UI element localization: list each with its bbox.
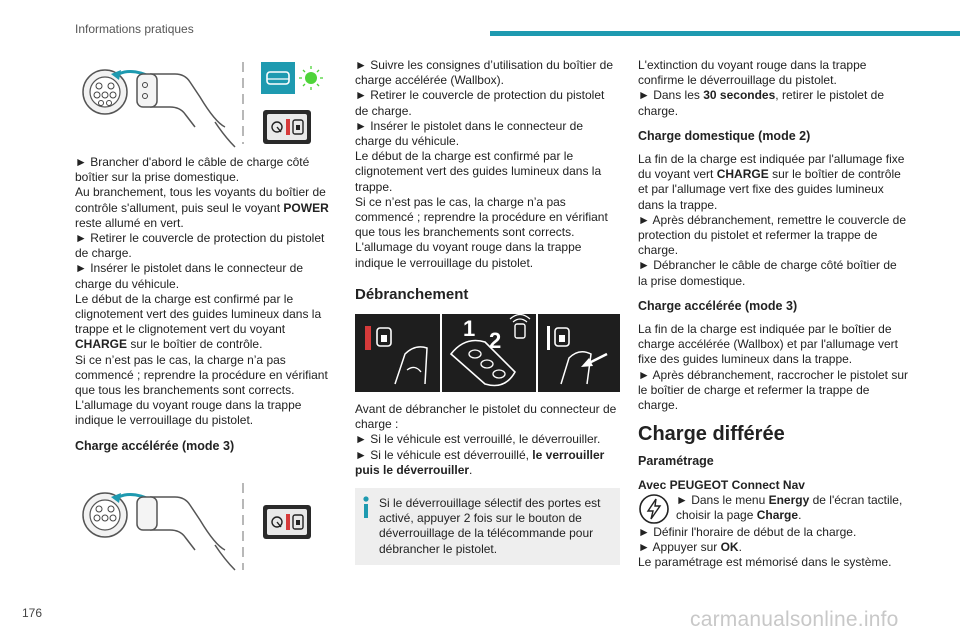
heading-mode3-end: Charge accélérée (mode 3): [638, 298, 798, 313]
heading-mode2: Charge domestique (mode 2): [638, 128, 811, 143]
paragraph-end-mode3: La fin de la charge est indiquée par le boîtier de charge accélérée (Wallbox) et par l'allumage vert fixe des guides lumineux dans la trappe.: [638, 322, 898, 367]
text-span: ► Dans les: [638, 88, 704, 103]
column-left: [75, 155, 335, 462]
charge-label: CHARGE: [75, 337, 128, 352]
running-header: Informations pratiques: [75, 22, 194, 36]
column-middle: [355, 58, 620, 565]
text-span: reste allumé en vert.: [75, 215, 184, 230]
paragraph-not-started: Si ce n’est pas le cas, la charge n’a pas commencé ; reprendre la procédure en vérifiant que tous les branchements sont corrects.: [75, 352, 328, 398]
lock-control-panel: [263, 110, 311, 144]
text-span: de l'écran tactile, choisir la page: [676, 492, 903, 523]
instruction-energy-menu: [676, 493, 908, 525]
column-right: [638, 58, 908, 570]
instruction-30s: [638, 88, 908, 118]
heading-debranchement: Débranchement: [355, 285, 469, 303]
step-number-2: 2: [489, 328, 502, 354]
paragraph-charge-start: [75, 292, 335, 353]
charge-plug-illustration: [83, 493, 235, 570]
instruction-2: ► Retirer le couvercle de protection du pistolet de charge.: [75, 231, 325, 261]
figure-plug-mode3: [75, 475, 340, 575]
figure-plug-power: [75, 52, 340, 152]
instruction-cover: ► Retirer le couvercle de protection du pistolet de charge.: [355, 88, 605, 118]
text-span: ► Dans le menu: [676, 492, 769, 507]
figure-unplug-steps: [355, 314, 620, 392]
paragraph-red-off: L'extinction du voyant rouge dans la trappe confirme le déverrouillage du pistolet.: [638, 58, 867, 88]
paragraph-saved: Le paramétrage est mémorisé dans le système.: [638, 555, 892, 570]
text-span: .: [738, 540, 742, 555]
instruction-3: ► Insérer le pistolet dans le connecteur de charge du véhicule.: [75, 261, 304, 291]
header-accent-bar: [490, 31, 960, 36]
ok-label: OK: [720, 540, 739, 555]
charge-label: CHARGE: [716, 167, 769, 182]
note-text: Si le déverrouillage sélectif des portes est activé, appuyer 2 fois sur le bouton de déverrouillage de la télécommande pour débrancher le pistolet.: [379, 496, 601, 556]
watermark: carmanualsonline.info: [690, 608, 899, 631]
heading-parametrage: Paramétrage: [638, 454, 714, 469]
paragraph-not-started: Si ce n’est pas le cas, la charge n’a pas commencé ; reprendre la procédure en vérifiant que tous les branchements sont corrects.: [355, 194, 608, 240]
power-label: POWER: [283, 200, 329, 215]
lock-control-panel: [263, 505, 311, 539]
instruction-replace-cover: ► Après débranchement, remettre le couvercle de protection du pistolet et refermer la trappe de charge.: [638, 212, 907, 258]
text-span: Le début de la charge est confirmé par le clignotement vert des guides lumineux dans la trappe et le clignotement vert du voyant: [75, 291, 322, 337]
energy-label: Energy: [768, 492, 810, 507]
lock-unlock-emphasis: le verrouiller puis le déverrouiller: [355, 447, 605, 477]
text-span: ► Si le véhicule est déverrouillé,: [355, 447, 533, 462]
instruction-press-ok: [638, 540, 908, 555]
text-span: .: [469, 462, 473, 477]
text-span: La fin de la charge est indiquée par l'allumage fixe du voyant vert: [638, 152, 905, 182]
page-number: 176: [22, 606, 43, 620]
paragraph-before-unplug: Avant de débrancher le pistolet du connecteur de charge :: [355, 402, 617, 432]
paragraph-end-mode2: [638, 152, 908, 213]
text-span: sur le boîtier de contrôle.: [127, 337, 263, 352]
info-note: [355, 488, 620, 565]
info-icon: [363, 496, 369, 518]
instruction-insert: ► Insérer le pistolet dans le connecteur de charge du véhicule.: [355, 118, 584, 149]
instruction-unlock: ► Si le véhicule est verrouillé, le déverrouiller.: [355, 432, 601, 447]
charge-page-label: Charge: [756, 508, 799, 523]
nav-instruction-row: [638, 493, 908, 525]
step-number-1: 1: [463, 316, 476, 342]
instruction-unplug-box: ► Débrancher le câble de charge côté boîtier de la prise domestique.: [638, 258, 897, 288]
heading-connect-nav: Avec PEUGEOT Connect Nav: [638, 477, 805, 492]
charge-plug-illustration: [83, 70, 235, 147]
instruction-wallbox: ► Suivre les consignes d’utilisation du boîtier de charge accélérée (Wallbox).: [355, 58, 614, 88]
text-span: ► Appuyer sur: [638, 540, 721, 555]
instruction-set-time: ► Définir l'horaire de début de la charge.: [638, 524, 857, 539]
energy-icon: [638, 493, 670, 525]
paragraph-red-light: L'allumage du voyant rouge dans la trappe indique le verrouillage du pistolet.: [75, 398, 302, 428]
instruction-hang-gun: ► Après débranchement, raccrocher le pistolet sur le boîtier de charge et refermer la trappe de charge.: [638, 367, 909, 413]
text-span: , retirer le pistolet de charge.: [638, 88, 884, 118]
text-span: .: [798, 508, 802, 523]
paragraph-charge-start: Le début de la charge est confirmé par le clignotement vert des guides lumineux dans la trappe.: [355, 149, 602, 194]
heading-mode3: Charge accélérée (mode 3): [75, 438, 235, 453]
paragraph-red-light: L'allumage du voyant rouge dans la trappe indique le verrouillage du pistolet.: [355, 240, 582, 270]
heading-charge-differee: Charge différée: [638, 423, 785, 446]
text-span: sur le boîtier de contrôle et par l'allumage vert fixe des guides lumineux dans la trappe.: [638, 167, 901, 212]
paragraph-power: [75, 185, 335, 231]
car-indicator-icon: [261, 62, 323, 94]
instruction-1: ► Brancher d'abord le câble de charge côté boîtier sur la prise domestique.: [75, 155, 310, 185]
text-span: Au branchement, tous les voyants du boîtier de contrôle s'allument, puis seul le voyant: [75, 185, 326, 215]
instruction-lock-unlock: [355, 448, 620, 478]
seconds-emphasis: 30 secondes: [703, 88, 776, 103]
